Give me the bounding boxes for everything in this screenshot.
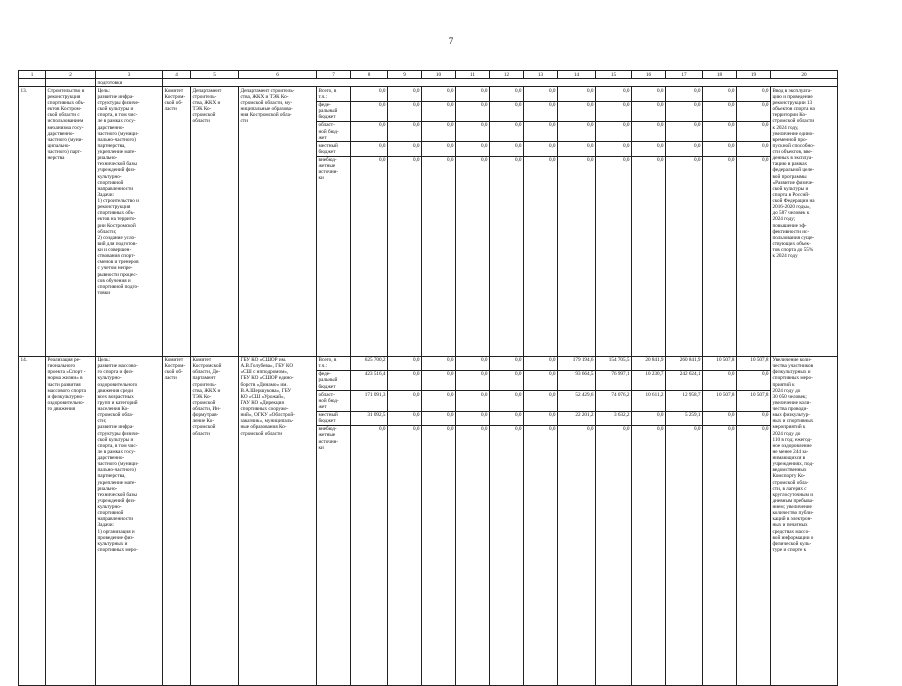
funding-value: 0,0 xyxy=(351,425,388,685)
funding-value: 0,0 xyxy=(490,391,524,411)
funding-value: 0,0 xyxy=(558,87,596,101)
funding-value: 0,0 xyxy=(666,87,703,101)
funding-value: 0,0 xyxy=(703,370,737,390)
column-number: 13 xyxy=(524,71,558,79)
continuation-text: подготовки xyxy=(96,79,163,87)
continuation-row xyxy=(19,79,838,87)
funding-value: 0,0 xyxy=(456,370,490,390)
column-number: 10 xyxy=(422,71,456,79)
funding-value: 0,0 xyxy=(388,370,422,390)
funding-value: 0,0 xyxy=(632,156,666,356)
funding-value: 3 632,2 xyxy=(596,411,632,425)
funding-value: 0,0 xyxy=(596,121,632,141)
funding-value: 0,0 xyxy=(351,142,388,156)
funding-value: 0,0 xyxy=(456,101,490,121)
funding-value: 0,0 xyxy=(703,142,737,156)
funding-value: 0,0 xyxy=(524,101,558,121)
funding-value: 74 076,2 xyxy=(596,391,632,411)
funding-value: 423 516,4 xyxy=(351,370,388,390)
funding-value: 0,0 xyxy=(490,411,524,425)
funding-value: 0,0 xyxy=(524,156,558,356)
funding-source: местный бюджет xyxy=(317,142,351,156)
funding-value: 0,0 xyxy=(524,142,558,156)
column-number: 4 xyxy=(163,71,191,79)
funding-value: 0,0 xyxy=(596,156,632,356)
table-row xyxy=(19,356,838,370)
funding-source: Всего, в т.ч.: xyxy=(317,356,351,370)
column-number: 7 xyxy=(317,71,351,79)
funding-value: 0,0 xyxy=(490,87,524,101)
funding-value: 0,0 xyxy=(737,101,771,121)
funding-value: 0,0 xyxy=(703,101,737,121)
funding-value: 0,0 xyxy=(558,121,596,141)
funding-value: 0,0 xyxy=(388,391,422,411)
column-number: 8 xyxy=(351,71,388,79)
funding-value: 625 700,2 xyxy=(351,356,388,370)
funding-source: феде- ральный бюджет xyxy=(317,101,351,121)
goal-text: Цель: развитие инфра- структуры физиче- ской культуры и спорта, в том чис- ле в рамках госу- дарственно- частного (муници- пально-частного) партнерства, укрепление мате- риально- технической базы учреждений физ- культурно- спортивной направленности Задачи: 1) строительство и реконструкция спортивных объ- ектов на террито- рии Костромской области; 2) создание усло- вий для подготов- ки и совершен- ствования спорт- сменов и тренеров с учетом непре- рывности процес- сов обучения и спортивной подго- товки xyxy=(96,87,163,356)
funding-value: 0,0 xyxy=(737,411,771,425)
goal-text: Цель: развитие массово- го спорта и физ- культурно- оздоровительного движения среди всех возрастных групп и категорий населения Ко- стромской обла- сти; развитие инфра- структуры физиче- ской культуры и спорта, в том чис- ле в рамках госу- дарственно- частного (муници- пально-частного) партнерства, укрепление мате- риально- технической базы учреждений физ- культурно- спортивной направленности Задачи: 1) организация и проведение физ- культурных и спортивных меро- xyxy=(96,356,163,685)
coordinator: Комитет Костром- ской об- ласти xyxy=(163,87,191,356)
funding-value: 0,0 xyxy=(490,142,524,156)
funding-value: 0,0 xyxy=(632,142,666,156)
funding-value: 0,0 xyxy=(524,391,558,411)
funding-value: 0,0 xyxy=(632,411,666,425)
funding-value: 0,0 xyxy=(703,411,737,425)
funding-value: 0,0 xyxy=(388,101,422,121)
funding-value: 0,0 xyxy=(388,121,422,141)
expected-result: Ввод в эксплуата- цию и проведение реконструкции 13 объектов спорта на территории Ко- стромской области к 2024 году, увеличение едино- временной про- пускной способно- сти объектов, вве- денных в эксплуа- тацию в рамках федеральной целе- вой программы «Развитие физиче- ской культуры и спорта в Россий- ской Федерации на 2016-2020 годы», до 587 человек к 2024 году; повышение эф- фективности ис- пользования суще- ствующих объек- тов спорта до 55% к 2024 году xyxy=(771,87,838,356)
program-table xyxy=(18,70,838,686)
funding-value: 0,0 xyxy=(422,156,456,356)
funding-source: Всего, в т.ч.: xyxy=(317,87,351,101)
funding-value: 0,0 xyxy=(737,142,771,156)
funding-value: 0,0 xyxy=(490,156,524,356)
funding-value: 10 507,8 xyxy=(703,391,737,411)
funding-value: 0,0 xyxy=(456,156,490,356)
funding-value: 10 611,2 xyxy=(632,391,666,411)
column-number: 2 xyxy=(46,71,96,79)
column-number: 18 xyxy=(703,71,737,79)
funding-value: 0,0 xyxy=(558,156,596,356)
funding-value: 0,0 xyxy=(388,356,422,370)
column-number: 11 xyxy=(456,71,490,79)
funding-value: 0,0 xyxy=(558,425,596,685)
funding-value: 0,0 xyxy=(703,425,737,685)
funding-source: внебюд- жетные источни- ки xyxy=(317,425,351,685)
funding-value: 0,0 xyxy=(524,411,558,425)
funding-value: 0,0 xyxy=(422,121,456,141)
funding-value: 0,0 xyxy=(490,121,524,141)
funding-value: 0,0 xyxy=(596,425,632,685)
funding-source: внебюд- жетные источни- ки xyxy=(317,156,351,356)
co-executors: ГБУ КО «СШОР им. А.В.Голубева», ГБУ КО «СШ с ипподромом», ГБУ КО «СШОР едино- борств «Динамо» им. В.А.Шершукова», ГБУ КО «СШ «Урожай», ГАУ КО «Дирекция спортивных сооруже- ний», ОГКУ «Облстрой- заказчик», муниципаль- ные образования Ко- стромской области xyxy=(239,356,317,685)
funding-value: 0,0 xyxy=(737,121,771,141)
column-number: 14 xyxy=(558,71,596,79)
funding-value: 0,0 xyxy=(490,356,524,370)
column-number-row xyxy=(19,71,838,79)
funding-source: област- ной бюд- жет xyxy=(317,391,351,411)
funding-value: 0,0 xyxy=(666,101,703,121)
funding-value: 22 201,2 xyxy=(558,411,596,425)
measure-name: Реализация ре- гионального проекта «Спорт - норма жизни» в части развития массового спорта и физкультурно- оздоровительно- го движения xyxy=(46,356,96,685)
funding-value: 12 958,7 xyxy=(666,391,703,411)
funding-value: 0,0 xyxy=(524,121,558,141)
funding-value: 0,0 xyxy=(524,370,558,390)
funding-value: 10 230,7 xyxy=(632,370,666,390)
funding-value: 0,0 xyxy=(422,101,456,121)
funding-value: 0,0 xyxy=(737,87,771,101)
funding-value: 0,0 xyxy=(388,156,422,356)
funding-value: 0,0 xyxy=(703,87,737,101)
funding-value: 10 507,8 xyxy=(737,356,771,370)
coordinator: Комитет Костром- ской об- ласти xyxy=(163,356,191,685)
funding-value: 0,0 xyxy=(422,356,456,370)
funding-value: 0,0 xyxy=(737,156,771,356)
column-number: 20 xyxy=(771,71,838,79)
page-number: 7 xyxy=(448,36,454,46)
funding-value: 0,0 xyxy=(351,87,388,101)
funding-value: 52 429,6 xyxy=(558,391,596,411)
funding-value: 0,0 xyxy=(632,425,666,685)
funding-value: 0,0 xyxy=(422,391,456,411)
funding-value: 0,0 xyxy=(456,87,490,101)
funding-value: 20 841,9 xyxy=(632,356,666,370)
funding-value: 0,0 xyxy=(596,101,632,121)
funding-value: 0,0 xyxy=(490,101,524,121)
column-number: 6 xyxy=(239,71,317,79)
row-number: 13. xyxy=(19,87,46,356)
funding-value: 260 841,9 xyxy=(666,356,703,370)
funding-value: 5 259,1 xyxy=(666,411,703,425)
funding-source: област- ной бюд- жет xyxy=(317,121,351,141)
funding-value: 0,0 xyxy=(388,425,422,685)
funding-value: 0,0 xyxy=(703,121,737,141)
funding-value: 0,0 xyxy=(666,142,703,156)
funding-value: 10 507,8 xyxy=(703,356,737,370)
funding-value: 0,0 xyxy=(524,87,558,101)
column-number: 3 xyxy=(96,71,163,79)
column-number: 12 xyxy=(490,71,524,79)
funding-value: 0,0 xyxy=(422,142,456,156)
funding-value: 0,0 xyxy=(422,425,456,685)
funding-value: 93 664,5 xyxy=(558,370,596,390)
column-number: 15 xyxy=(596,71,632,79)
co-executors: Департамент строитель- ства, ЖКХ и ТЭК Ко- стромской области, му- ниципальные образова- ния Костромской обла- сти xyxy=(239,87,317,356)
column-number: 1 xyxy=(19,71,46,79)
funding-value: 0,0 xyxy=(422,370,456,390)
funding-value: 179 194,6 xyxy=(558,356,596,370)
funding-value: 0,0 xyxy=(388,142,422,156)
funding-value: 0,0 xyxy=(388,87,422,101)
funding-value: 0,0 xyxy=(737,370,771,390)
column-number: 5 xyxy=(191,71,239,79)
funding-value: 0,0 xyxy=(666,121,703,141)
funding-value: 154 705,5 xyxy=(596,356,632,370)
funding-value: 0,0 xyxy=(596,87,632,101)
funding-value: 0,0 xyxy=(524,425,558,685)
funding-value: 0,0 xyxy=(596,142,632,156)
funding-value: 171 091,3 xyxy=(351,391,388,411)
column-number: 16 xyxy=(632,71,666,79)
row-number: 14. xyxy=(19,356,46,685)
column-number: 9 xyxy=(388,71,422,79)
funding-value: 242 624,1 xyxy=(666,370,703,390)
funding-value: 0,0 xyxy=(422,411,456,425)
funding-value: 0,0 xyxy=(456,391,490,411)
funding-value: 0,0 xyxy=(456,411,490,425)
column-number: 19 xyxy=(737,71,771,79)
funding-source: местный бюджет xyxy=(317,411,351,425)
funding-value: 0,0 xyxy=(632,87,666,101)
funding-value: 0,0 xyxy=(524,356,558,370)
funding-value: 0,0 xyxy=(666,425,703,685)
funding-value: 0,0 xyxy=(422,87,456,101)
funding-value: 0,0 xyxy=(351,156,388,356)
funding-value: 0,0 xyxy=(388,411,422,425)
funding-value: 0,0 xyxy=(456,356,490,370)
funding-value: 0,0 xyxy=(558,101,596,121)
funding-value: 0,0 xyxy=(456,142,490,156)
funding-value: 0,0 xyxy=(490,425,524,685)
funding-value: 0,0 xyxy=(558,142,596,156)
funding-source: феде- ральный бюджет xyxy=(317,370,351,390)
funding-value: 0,0 xyxy=(456,121,490,141)
funding-value: 0,0 xyxy=(351,121,388,141)
responsible-executor: Департамент строитель- ства, ЖКХ и ТЭК Ко- стромской области xyxy=(191,87,239,356)
funding-value: 0,0 xyxy=(456,425,490,685)
funding-value: 0,0 xyxy=(632,121,666,141)
funding-value: 10 507,8 xyxy=(737,391,771,411)
funding-value: 0,0 xyxy=(632,101,666,121)
funding-value: 0,0 xyxy=(703,156,737,356)
table-row xyxy=(19,87,838,101)
funding-value: 76 997,1 xyxy=(596,370,632,390)
measure-name: Строительство и реконструкция спортивных объ- ектов Костром- ской области с использованием механизма госу- дарственно- частного (муни- ципально- частного) парт- нерства xyxy=(46,87,96,356)
funding-value: 0,0 xyxy=(666,156,703,356)
expected-result: Увеличение коли- чества участников физкультурных и спортивных меро- приятий к 2024 году до 30 050 человек; увеличение коли- чества проводи- мых физкультур- ных и спортивных мероприятий к 2024 году до 110 в год; ежегод- ное оздоровление не менее 244 за- нимающихся в учреждениях, под- ведомственных Комспорту Ко- стромской обла- сти, в лагерях с круглосуточным и дневным пребыва- нием; увеличение количество публи- каций в электрон- ных и печатных средствах массо- вой информации о физической куль- туре и спорте к xyxy=(771,356,838,685)
funding-value: 0,0 xyxy=(351,101,388,121)
responsible-executor: Комитет Костромской области, Де- партамент строитель- ства, ЖКХ и ТЭК Ко- стромской области, Ин- формутрав- ление Ко- стромской области xyxy=(191,356,239,685)
column-number: 17 xyxy=(666,71,703,79)
funding-value: 0,0 xyxy=(490,370,524,390)
funding-value: 31 092,5 xyxy=(351,411,388,425)
funding-value: 0,0 xyxy=(737,425,771,685)
